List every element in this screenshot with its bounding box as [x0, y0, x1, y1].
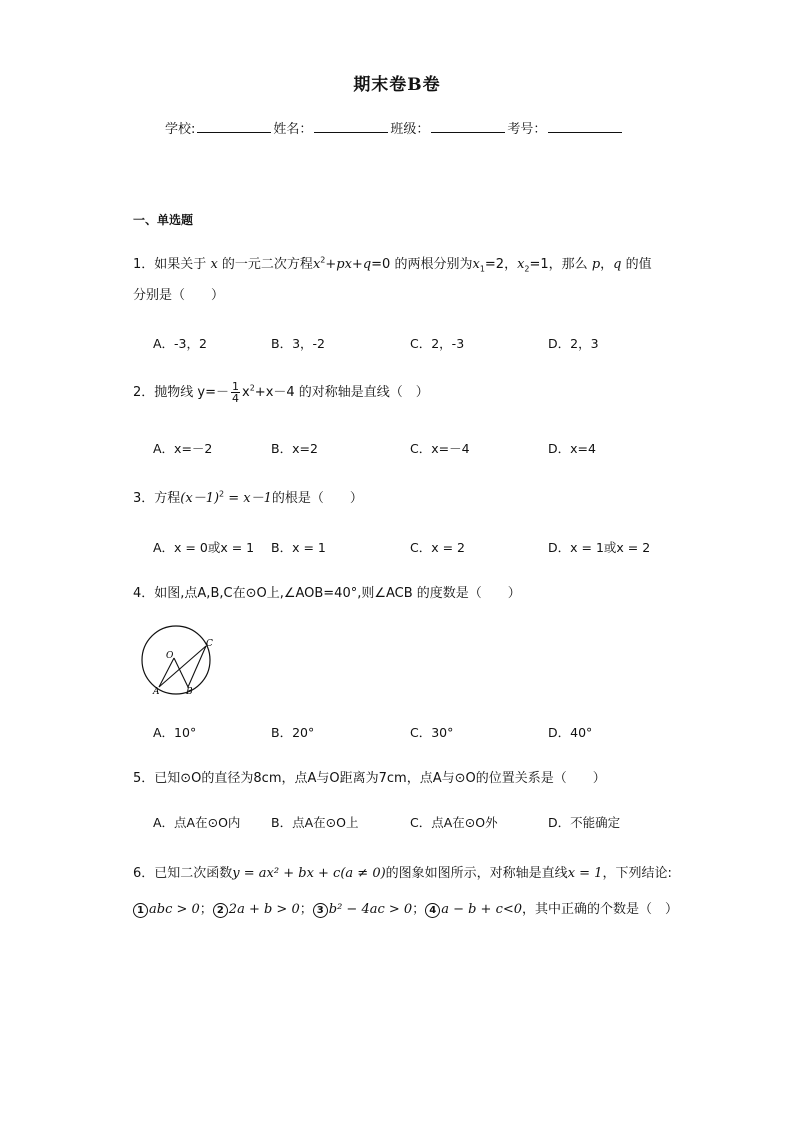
name-label: 姓名： — [273, 122, 313, 137]
label-b: B — [186, 687, 193, 696]
question-2: 2．抛物线 y=－ $\frac{1}{4}$ $x^2+x-4$ 的对称轴是直线（ ） — [133, 380, 429, 405]
label-c: C — [206, 639, 213, 649]
id-label: 考号： — [507, 122, 547, 137]
q5-option-d[interactable]: D．不能确定 — [548, 815, 621, 830]
q1-option-a[interactable]: A．-3，2 — [153, 336, 207, 351]
class-label: 班级： — [390, 122, 430, 137]
school-blank[interactable] — [197, 119, 271, 133]
q5-option-c[interactable]: C．点A在⊙O外 — [410, 815, 498, 830]
q1-option-d[interactable]: D．2，3 — [548, 336, 599, 351]
question-4: 4．如图,点A,B,C在⊙O上,∠AOB=40°,则∠ACB 的度数是（ ） — [133, 586, 521, 601]
question-1: 1．如果关于 x 的一元二次方程$x^2+px+q=0$ 的两根分别为$x_1=2$，$x_2=1$，那么 p，q 的值 — [133, 255, 652, 274]
q1-option-b[interactable]: B．3，-2 — [271, 336, 325, 351]
q3-option-c[interactable]: C．x = 2 — [410, 540, 465, 555]
q5-option-a[interactable]: A．点A在⊙O内 — [153, 815, 241, 830]
class-blank[interactable] — [431, 119, 505, 133]
name-blank[interactable] — [314, 119, 388, 133]
question-3: 3．方程$(x-1)^2 = x-1$的根是（ ） — [133, 489, 363, 506]
page-title: 期末卷B卷 — [353, 75, 441, 95]
student-info-line — [165, 118, 624, 137]
label-o: O — [166, 651, 174, 661]
q4-option-c[interactable]: C．30° — [410, 725, 454, 740]
school-label: 学校: — [165, 122, 196, 137]
question-6-conclusions: 1 abc > 0； 2 2a + b > 0； 3 b² − 4ac > 0； 4 a − b + c<0，其中正确的个数是（ ） — [133, 898, 678, 918]
q5-option-b[interactable]: B．点A在⊙O上 — [271, 815, 359, 830]
q1-option-c[interactable]: C．2，-3 — [410, 336, 465, 351]
question-1-line2: 分别是（ ） — [133, 288, 225, 303]
circle-figure — [136, 624, 220, 696]
fraction-one-quarter: $\frac{1}{4}$ — [232, 380, 239, 405]
id-blank[interactable] — [548, 119, 622, 133]
segment-oa — [159, 658, 174, 687]
label-a: A — [153, 687, 160, 696]
question-6: 6．已知二次函数y = ax² + bx + c(a ≠ 0)的图象如图所示，对称轴是直线x = 1，下列结论: — [133, 866, 672, 881]
q4-option-d[interactable]: D．40° — [548, 725, 593, 740]
question-5: 5．已知⊙O的直径为8cm，点A与O距离为7cm，点A与⊙O的位置关系是（ ） — [133, 771, 606, 786]
q3-option-d[interactable]: D．x = 1或x = 2 — [548, 540, 651, 555]
q2-option-c[interactable]: C．x=－4 — [410, 441, 470, 456]
q4-option-a[interactable]: A．10° — [153, 725, 197, 740]
q2-option-a[interactable]: A．x=－2 — [153, 441, 213, 456]
q3-option-a[interactable]: A．x = 0或x = 1 — [153, 540, 255, 555]
q2-option-b[interactable]: B．x=2 — [271, 441, 318, 456]
q3-option-b[interactable]: B．x = 1 — [271, 540, 326, 555]
section-title: 一、单选题 — [133, 213, 194, 227]
q2-option-d[interactable]: D．x=4 — [548, 441, 596, 456]
q4-option-b[interactable]: B．20° — [271, 725, 315, 740]
